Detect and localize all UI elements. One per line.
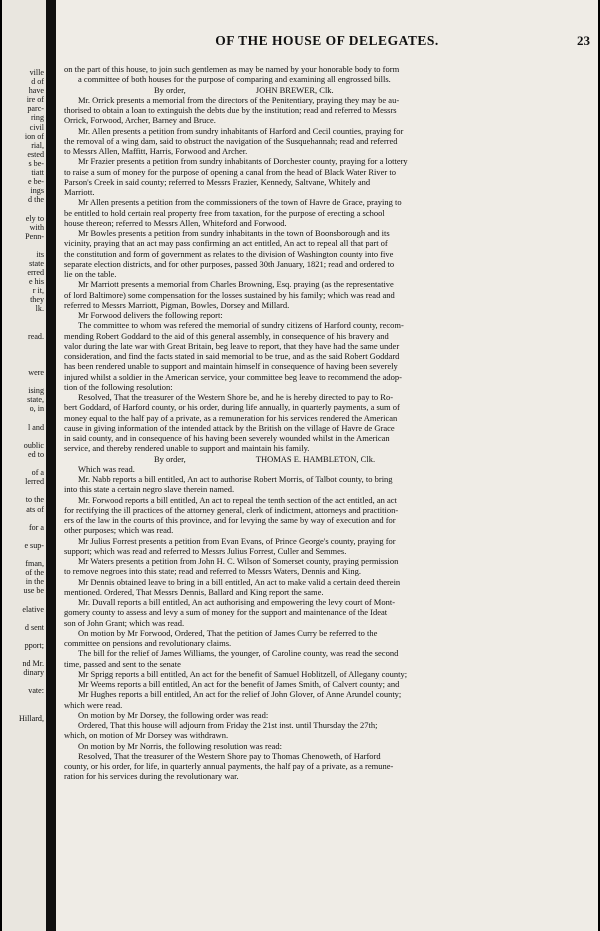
left-page-fragment — [2, 677, 44, 686]
text-line — [64, 515, 582, 525]
line-text: separate election districts, and for other purposes, passed 30th January, 1821; read and ordered to — [64, 258, 395, 269]
left-page-fragment — [2, 241, 44, 250]
left-page-fragment — [2, 595, 44, 604]
line-text: Mr Julius Forrest presents a petition from Evan Evans, of Prince George's county, praying for — [78, 535, 396, 546]
left-page-fragment: read. — [28, 331, 44, 341]
text-line — [64, 259, 582, 269]
left-page-fragment: tiatt — [31, 168, 44, 178]
text-line — [64, 423, 582, 433]
line-text: vicinity, praying that an act may pass confirming an act entitled, An act to repeal all that part of — [64, 238, 388, 249]
left-page-fragment: d sent — [24, 622, 44, 632]
page — [56, 0, 598, 931]
left-page-fragment — [2, 705, 44, 714]
line-text: By order, — [154, 84, 186, 95]
text-line — [64, 392, 582, 402]
clerk-signature: JOHN BREWER, Clk. — [255, 84, 334, 95]
text-line — [64, 249, 582, 259]
text-line — [64, 228, 582, 238]
left-page-fragment: lk. — [35, 304, 44, 314]
left-page-fragment: ire of — [26, 95, 44, 105]
line-text: Mr Sprigg reports a bill entitled, An act for the benefit of Samuel Hoblitzell, of Allegany county; — [78, 668, 408, 679]
line-text: committee on pensions and revolutionary claims. — [64, 638, 232, 648]
text-line — [64, 331, 582, 341]
text-line — [64, 136, 582, 146]
line-text: Mr Hughes reports a bill entitled, An act for the relief of John Glover, of Anne Arundel county; — [78, 689, 402, 700]
text-line — [64, 269, 582, 279]
text-line — [64, 310, 582, 320]
text-line — [64, 546, 582, 556]
line-text: Mr Dennis obtained leave to bring in a bill entitled, An act to make valid a certain deed therein — [78, 576, 401, 587]
text-line — [64, 700, 582, 710]
left-page-fragment — [2, 414, 44, 423]
text-line — [64, 372, 582, 382]
left-page-fragment — [2, 377, 44, 386]
line-text: ers of the law in the courts of this province, and for levying the same by way of execution and for — [64, 515, 396, 525]
left-page-fragment — [2, 514, 44, 523]
text-line — [64, 64, 582, 74]
text-line — [64, 413, 582, 423]
left-page-fragment: ested — [27, 149, 44, 159]
line-text: Mr Forwood delivers the following report: — [78, 310, 223, 320]
text-line — [64, 618, 582, 628]
line-text: By order, — [154, 453, 186, 464]
text-line — [64, 720, 582, 730]
text-line — [64, 659, 582, 669]
line-text: has been rendered unable to support and maintain himself in consequence of having been severely — [64, 361, 398, 372]
line-text: on the part of this house, to join such gentlemen as may be named by your honorable body to form — [64, 64, 400, 74]
line-text: Mr. Forwood reports a bill entitled, An act to repeal the tenth section of the act entitled, an act — [78, 494, 397, 505]
line-text: Orrick, Forwood, Archer, Barney and Bruce. — [64, 115, 216, 126]
text-line — [64, 238, 582, 248]
line-text: Mr. Allen presents a petition from sundry inhabitants of Harford and Cecil counties, praying for — [78, 125, 404, 136]
left-page-fragment: s be- — [28, 158, 44, 168]
line-text: to raise a sum of money for the purpose of opening a canal from the head of Black Water River to — [64, 166, 396, 177]
line-text: bert Goddard, of Harford county, or his order, during life annually, in quarterly payments, a sum of — [64, 402, 400, 413]
left-page-fragment: have — [28, 86, 44, 96]
clerk-signature: THOMAS E. HAMBLETON, Clk. — [255, 453, 376, 464]
left-page-fragment: o, in — [29, 404, 44, 414]
left-page-fragment: erred — [27, 268, 44, 278]
left-page-fragment — [2, 323, 44, 332]
left-page-fragment: state, — [27, 395, 44, 405]
left-page-fragment: vate: — [28, 686, 44, 696]
text-line — [64, 187, 582, 197]
text-line — [64, 730, 582, 740]
line-text: Mr. Nabb reports a bill entitled, An act to authorise Robert Morris, of Talbot county, to bring — [78, 474, 393, 484]
left-page-fragment: elative — [22, 604, 44, 614]
left-page-fragment: pport; — [24, 640, 44, 650]
text-line — [64, 607, 582, 617]
line-text: On motion by Mr Forwood, Ordered, That the petition of James Curry be referred to the — [78, 627, 378, 638]
text-line — [64, 351, 582, 361]
text-line — [64, 95, 582, 105]
left-page-fragment: ring — [30, 113, 44, 123]
line-text: valor during the late war with Great Britain, beg leave to report, that they have had the same under — [64, 340, 400, 351]
text-line — [64, 320, 582, 330]
line-text: money equal to the half pay of a private, as a remuneration for his services rendered the American — [64, 412, 398, 423]
text-line — [64, 669, 582, 679]
line-text: The bill for the relief of James Williams, the younger, of Caroline county, was read the second — [78, 648, 399, 659]
text-line — [64, 536, 582, 546]
text-line — [64, 628, 582, 638]
left-page-fragments — [2, 68, 44, 723]
text-line — [64, 689, 582, 699]
left-page-fragment: ville — [29, 68, 44, 77]
line-text: Marriott. — [64, 187, 95, 197]
left-page-fragment — [2, 532, 44, 541]
text-line — [64, 279, 582, 289]
line-text: gomery county to assess and levy a sum of money for the support and maintenance of the Ideat — [64, 607, 388, 618]
left-page-fragment: use be — [23, 586, 44, 596]
left-page-fragment — [2, 486, 44, 495]
left-page-fragment: Penn- — [25, 231, 44, 241]
line-text: Resolved, That the treasurer of the Western Shore pay to Thomas Chenoweth, of Harford — [78, 750, 381, 761]
line-text: consideration, and find the facts stated in said memorial to be true, and as the said Robert Goddard — [64, 351, 400, 361]
text-line — [64, 474, 582, 484]
line-text: Resolved, That the treasurer of the Western Shore be, and he is hereby directed to pay to Ro- — [78, 392, 394, 402]
line-text: into this state a certain negro slave therein named. — [64, 484, 235, 495]
line-text: county, or his order, for life, in quarterly annual payments, the half pay of a private, as a remune- — [64, 761, 394, 771]
text-line — [64, 443, 582, 453]
line-text: lie on the table. — [64, 269, 117, 279]
line-text: Mr Marriott presents a memorial from Charles Browning, Esq. praying (as the representative — [78, 279, 394, 290]
left-page-fragment: r it, — [32, 286, 44, 296]
page-header — [56, 33, 598, 51]
left-page-fragment — [2, 314, 44, 323]
text-line — [64, 597, 582, 607]
text-line — [64, 484, 582, 494]
text-line — [64, 197, 582, 207]
text-line — [64, 146, 582, 156]
left-page-fragment: for a — [28, 522, 44, 532]
line-text: Mr Waters presents a petition from John H. C. Wilson of Somerset county, praying permission — [78, 556, 399, 566]
text-line — [64, 751, 582, 761]
text-line — [64, 648, 582, 658]
text-line — [64, 105, 582, 115]
line-text: service, and thereby rendered unable to support and maintain his family. — [64, 443, 310, 454]
left-page-fragment: ats of — [26, 504, 44, 514]
text-line — [64, 156, 582, 166]
line-text: Mr. Orrick presents a memorial from the directors of the Penitentiary, praying they may be au- — [78, 94, 400, 105]
text-line — [64, 525, 582, 535]
left-page-fragment: d of — [31, 77, 44, 87]
left-page-fragment — [2, 350, 44, 359]
text-line — [64, 361, 582, 371]
line-text: for rectifying the ill practices of the attorney general, clerk of indictment, attorneys and practition- — [64, 504, 399, 515]
text-line — [64, 679, 582, 689]
text-line — [64, 382, 582, 392]
line-text: Mr Frazier presents a petition from sundry inhabitants of Dorchester county, praying for a lottery — [78, 156, 408, 167]
line-text: which, on motion of Mr Dorsey was withdrawn. — [64, 730, 229, 741]
left-page-fragment — [2, 614, 44, 623]
left-page-fragment — [2, 432, 44, 441]
text-line — [64, 167, 582, 177]
text-line — [64, 638, 582, 648]
text-line — [64, 464, 582, 474]
line-text: thorised to obtain a loan to extinguish the debts due by the institution; read and referred to Messrs — [64, 105, 397, 115]
left-page-edge — [2, 0, 47, 931]
left-page-fragment: ion of — [24, 131, 44, 141]
line-text: a committee of both houses for the purpose of comparing and examining all engrossed bills. — [78, 74, 391, 85]
line-text: ration for his services during the revolutionary war. — [64, 771, 239, 782]
left-page-fragment: of a — [31, 468, 44, 478]
left-page-fragment — [2, 550, 44, 559]
text-line — [64, 115, 582, 125]
text-line — [64, 300, 582, 310]
text-line — [64, 74, 582, 84]
left-page-fragment: state — [29, 258, 44, 268]
left-page-fragment: dinary — [23, 668, 44, 678]
left-page-fragment — [2, 632, 44, 641]
text-line — [64, 771, 582, 781]
line-text: The committee to whom was refered the memorial of sundry citizens of Harford county, recom- — [78, 320, 404, 331]
left-page-fragment — [2, 359, 44, 368]
line-text: the removal of a wing dam, said to obstruct the navigation of the Susquehannah; read and referred — [64, 135, 398, 146]
left-page-fragment: parc- — [27, 104, 44, 114]
text-line — [64, 556, 582, 566]
left-page-fragment: civil — [29, 122, 44, 132]
line-text: Parson's Creek in said county; referred to Messrs Frazier, Kennedy, Saltvane, Whitely and — [64, 176, 371, 187]
left-page-fragment: d the — [28, 195, 44, 205]
line-text: cause in giving information of the intended attack by the British on the village of Havre de Grace — [64, 422, 395, 433]
left-page-fragment: they — [30, 295, 44, 305]
left-page-fragment: e his — [28, 277, 44, 287]
line-text: Mr. Duvall reports a bill entitled, An act authorising and empowering the levy court of Mont- — [78, 597, 396, 607]
line-text: time, passed and sent to the senate — [64, 658, 181, 669]
left-page-fragment: its — [36, 249, 44, 259]
left-page-fragment: lerred — [25, 477, 44, 487]
text-line — [64, 710, 582, 720]
text-line — [64, 290, 582, 300]
text-line — [64, 761, 582, 771]
text-line — [64, 495, 582, 505]
line-text: to remove negroes into this state; read and referred to Messrs Waters, Dennis and King. — [64, 566, 362, 577]
line-text: referred to Messrs Marriott, Pigman, Bowles, Dorsey and Millard. — [64, 299, 290, 310]
line-text: Mr Allen presents a petition from the commissioners of the town of Havre de Grace, praying to — [78, 197, 402, 208]
left-page-fragment: fman, — [25, 559, 44, 569]
left-page-fragment: l and — [28, 422, 44, 432]
text-line — [64, 741, 582, 751]
left-page-fragment: Hillard, — [19, 713, 44, 723]
line-text: injured whilst a soldier in the American service, your committee beg leave to recommend the adop- — [64, 371, 402, 382]
line-text: mending Robert Goddard to the aid of this general assembly, in consequence of his bravery and — [64, 330, 389, 341]
line-text: Mr Bowles presents a petition from sundry inhabitants in the town of Boonsborough and its — [78, 228, 390, 238]
line-text: house thereon; referred to Messrs Allen, Whiteford and Forwood. — [64, 217, 287, 228]
line-text: Ordered, That this house will adjourn from Friday the 21st inst. until Thursday the 27th; — [78, 720, 378, 730]
text-line — [64, 208, 582, 218]
line-text: in said county, and in consequence of his having been severely wounded whilst in the American — [64, 433, 390, 443]
left-page-fragment: ed to — [28, 449, 44, 459]
left-page-fragment — [2, 695, 44, 704]
left-page-fragment: oublic — [23, 440, 44, 450]
book-gutter — [46, 0, 56, 931]
line-text: On motion by Mr Norris, the following resolution was read: — [78, 740, 282, 751]
line-text: Which was read. — [78, 463, 135, 474]
text-line — [64, 126, 582, 136]
line-text: tion of the following resolution: — [64, 381, 173, 392]
signature-line — [64, 454, 582, 464]
left-page-fragment: e be- — [28, 177, 44, 187]
line-text: to Messrs Allen, Maffitt, Harris, Forwood and Archer. — [64, 146, 248, 156]
line-text: son of John Grant; which was read. — [64, 617, 185, 628]
line-text: the constitution and form of government as relates to the division of Washington county into five — [64, 248, 394, 259]
left-page-fragment: to the — [25, 495, 44, 505]
line-text: Mr Weems reports a bill entitled, An act for the benefit of James Smith, of Calvert county; and — [78, 679, 400, 689]
left-page-fragment — [2, 341, 44, 350]
text-line — [64, 566, 582, 576]
left-page-fragment — [2, 459, 44, 468]
left-page-fragment: ings — [30, 186, 44, 196]
left-page-fragment: of the — [25, 568, 44, 578]
line-text: support; which was read and referred to Messrs Julius Forrest, Culler and Semmes. — [64, 545, 347, 556]
text-line — [64, 433, 582, 443]
text-line — [64, 341, 582, 351]
journal-text — [64, 64, 582, 782]
text-line — [64, 505, 582, 515]
left-page-fragment — [2, 204, 44, 213]
left-page-fragment: rial, — [31, 140, 44, 150]
line-text: other purposes; which was read. — [64, 525, 174, 536]
text-line — [64, 587, 582, 597]
left-page-fragment — [2, 650, 44, 659]
left-page-fragment: nd Mr. — [22, 659, 44, 669]
text-line — [64, 577, 582, 587]
line-text: On motion by Mr Dorsey, the following order was read: — [78, 709, 269, 720]
text-line — [64, 177, 582, 187]
text-line — [64, 218, 582, 228]
left-page-fragment: in the — [25, 577, 44, 587]
running-title: OF THE HOUSE OF DELEGATES. — [215, 33, 439, 48]
signature-line — [64, 85, 582, 95]
left-page-fragment: ely to — [25, 213, 44, 223]
left-page-fragment: ising — [28, 386, 44, 396]
line-text: of lord Baltimore) some compensation for the losses sustained by his family; which was read and — [64, 289, 395, 300]
line-text: which were read. — [64, 699, 123, 710]
text-line — [64, 402, 582, 412]
left-page-fragment: with — [29, 222, 44, 232]
line-text: mentioned. Ordered, That Messrs Dennis, Ballard and King report the same. — [64, 586, 324, 597]
page-number: 23 — [577, 33, 590, 48]
left-page-fragment: e sup- — [24, 540, 44, 550]
line-text: be entitled to hold certain real property free from taxation, for the purpose of erecting a school — [64, 207, 385, 218]
left-page-fragment: were — [28, 368, 44, 378]
